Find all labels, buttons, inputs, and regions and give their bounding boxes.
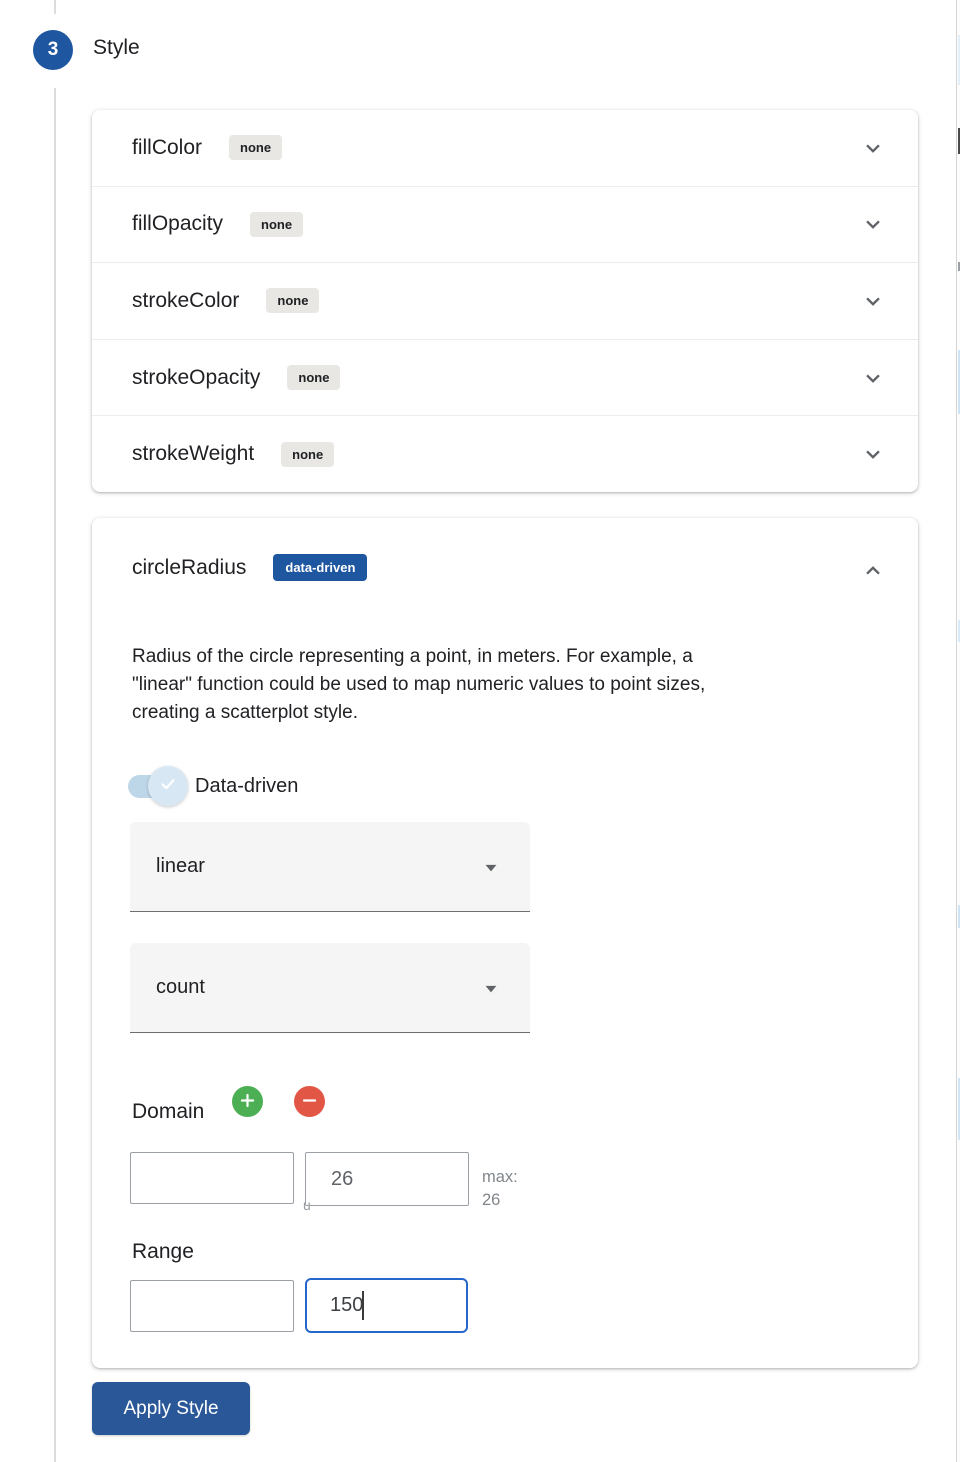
domain-min-field — [130, 1152, 294, 1204]
none-badge: none — [287, 365, 340, 390]
map-panel-edge-sliver — [956, 0, 960, 1462]
property-label: circleRadius — [132, 555, 247, 579]
row-fillcolor[interactable] — [92, 110, 918, 187]
circle-radius-header[interactable] — [132, 554, 367, 581]
range-max-input[interactable] — [305, 1278, 468, 1333]
step-number-badge: 3 — [33, 30, 73, 70]
chevron-up-icon[interactable] — [860, 558, 886, 589]
none-badge: none — [229, 135, 282, 160]
data-driven-badge: data-driven — [273, 554, 367, 581]
data-driven-toggle-row — [128, 766, 298, 806]
check-icon — [158, 774, 178, 799]
toggle-label: Data-driven — [195, 774, 299, 797]
chevron-down-icon — [860, 211, 886, 237]
property-label: fillColor — [132, 135, 203, 159]
chevron-down-icon — [860, 135, 886, 161]
text-caret — [362, 1291, 364, 1320]
chevron-down-icon — [860, 365, 886, 391]
row-strokecolor[interactable] — [92, 263, 918, 340]
row-strokeopacity[interactable] — [92, 340, 918, 417]
domain-min-input[interactable] — [130, 1152, 294, 1204]
row-fillopacity[interactable] — [92, 187, 918, 264]
domain-label: Domain — [132, 1100, 205, 1123]
range-max-field-focused — [305, 1278, 468, 1333]
arrow-drop-down-icon — [478, 854, 504, 880]
toggle-thumb — [148, 766, 188, 806]
select-value: linear — [156, 855, 205, 877]
chevron-down-icon — [860, 288, 886, 314]
stray-glyph: u — [303, 1197, 311, 1213]
select-value: count — [156, 976, 205, 998]
property-label: strokeColor — [132, 288, 240, 312]
property-label: strokeWeight — [132, 442, 255, 466]
property-label: fillOpacity — [132, 212, 224, 236]
row-strokeweight[interactable] — [92, 416, 918, 492]
none-badge: none — [266, 288, 319, 313]
range-min-input[interactable] — [130, 1280, 294, 1332]
plus-icon — [238, 1091, 257, 1113]
none-badge: none — [250, 212, 303, 237]
arrow-drop-down-icon — [478, 975, 504, 1001]
domain-max-input[interactable] — [305, 1152, 469, 1206]
style-properties-card — [92, 110, 918, 492]
remove-domain-stop-button[interactable] — [294, 1086, 325, 1117]
circle-radius-card — [92, 518, 918, 1368]
function-select[interactable] — [130, 822, 530, 912]
range-min-field — [130, 1280, 294, 1332]
attribute-select[interactable] — [130, 943, 530, 1033]
property-label: strokeOpacity — [132, 365, 261, 389]
apply-style-button[interactable]: Apply Style — [92, 1382, 250, 1435]
domain-max-hint: max: 26 — [482, 1168, 518, 1209]
add-domain-stop-button[interactable] — [232, 1086, 263, 1117]
range-label: Range — [132, 1240, 194, 1263]
data-driven-toggle[interactable] — [128, 766, 186, 806]
step-title: Style — [93, 36, 140, 59]
stepper-connector-bottom — [54, 88, 56, 1462]
minus-icon — [300, 1091, 319, 1113]
stepper-connector-top — [54, 0, 56, 14]
domain-max-field — [305, 1152, 469, 1206]
none-badge: none — [281, 442, 334, 467]
chevron-down-icon — [860, 441, 886, 467]
property-description: Radius of the circle representing a point, in meters. For example, a "linear" function could be used to map numeric values to point sizes, creating a scatterplot style. — [132, 646, 706, 723]
